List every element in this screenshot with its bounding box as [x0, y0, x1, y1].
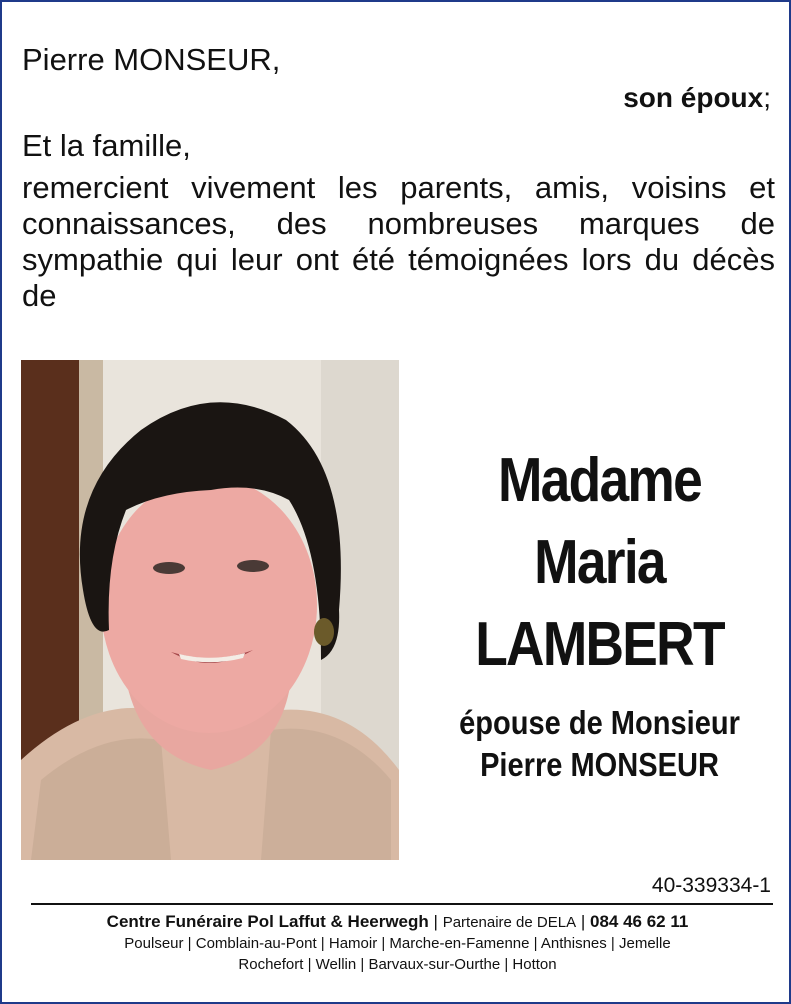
footer-separator: | — [433, 912, 438, 931]
footer-divider — [31, 903, 773, 905]
relation-punctuation: ; — [763, 82, 771, 113]
name-title: Madame — [497, 446, 702, 515]
relation-label: son époux — [623, 82, 764, 113]
funeral-home-name: Centre Funéraire Pol Laffut & Heerwegh — [106, 912, 429, 931]
signatory-name: Pierre MONSEUR, — [22, 42, 281, 77]
funeral-home-line — [2, 909, 791, 936]
locations-line-1: Poulseur | Comblain-au-Pont | Hamoir | Marche-en-Famenne | Anthisnes | Jemelle — [124, 935, 671, 952]
locations-line-2: Rochefort | Wellin | Barvaux-sur-Ourthe | Hotton — [238, 956, 557, 973]
name-last: LAMBERT — [475, 610, 724, 679]
partner-text: Partenaire de DELA — [442, 914, 577, 931]
footer-separator: | — [580, 912, 586, 931]
phone-number: 084 46 62 11 — [590, 912, 689, 931]
spouse-line-2: Pierre MONSEUR — [480, 746, 719, 783]
spouse-line-1: épouse de Monsieur — [459, 704, 740, 741]
spouse-info — [430, 702, 769, 786]
portrait-photo — [21, 360, 399, 860]
reference-number: 40-339334-1 — [651, 874, 771, 897]
name-first: Maria — [534, 528, 665, 597]
family-line: Et la famille, — [22, 128, 191, 163]
signatory-relation — [623, 82, 771, 114]
deceased-name — [434, 440, 765, 686]
thanks-paragraph: remercient vivement les parents, amis, voisins et connaissances, des nombreuses marques de sympathie qui leur ont été témoignées lors du décès de — [22, 170, 775, 313]
